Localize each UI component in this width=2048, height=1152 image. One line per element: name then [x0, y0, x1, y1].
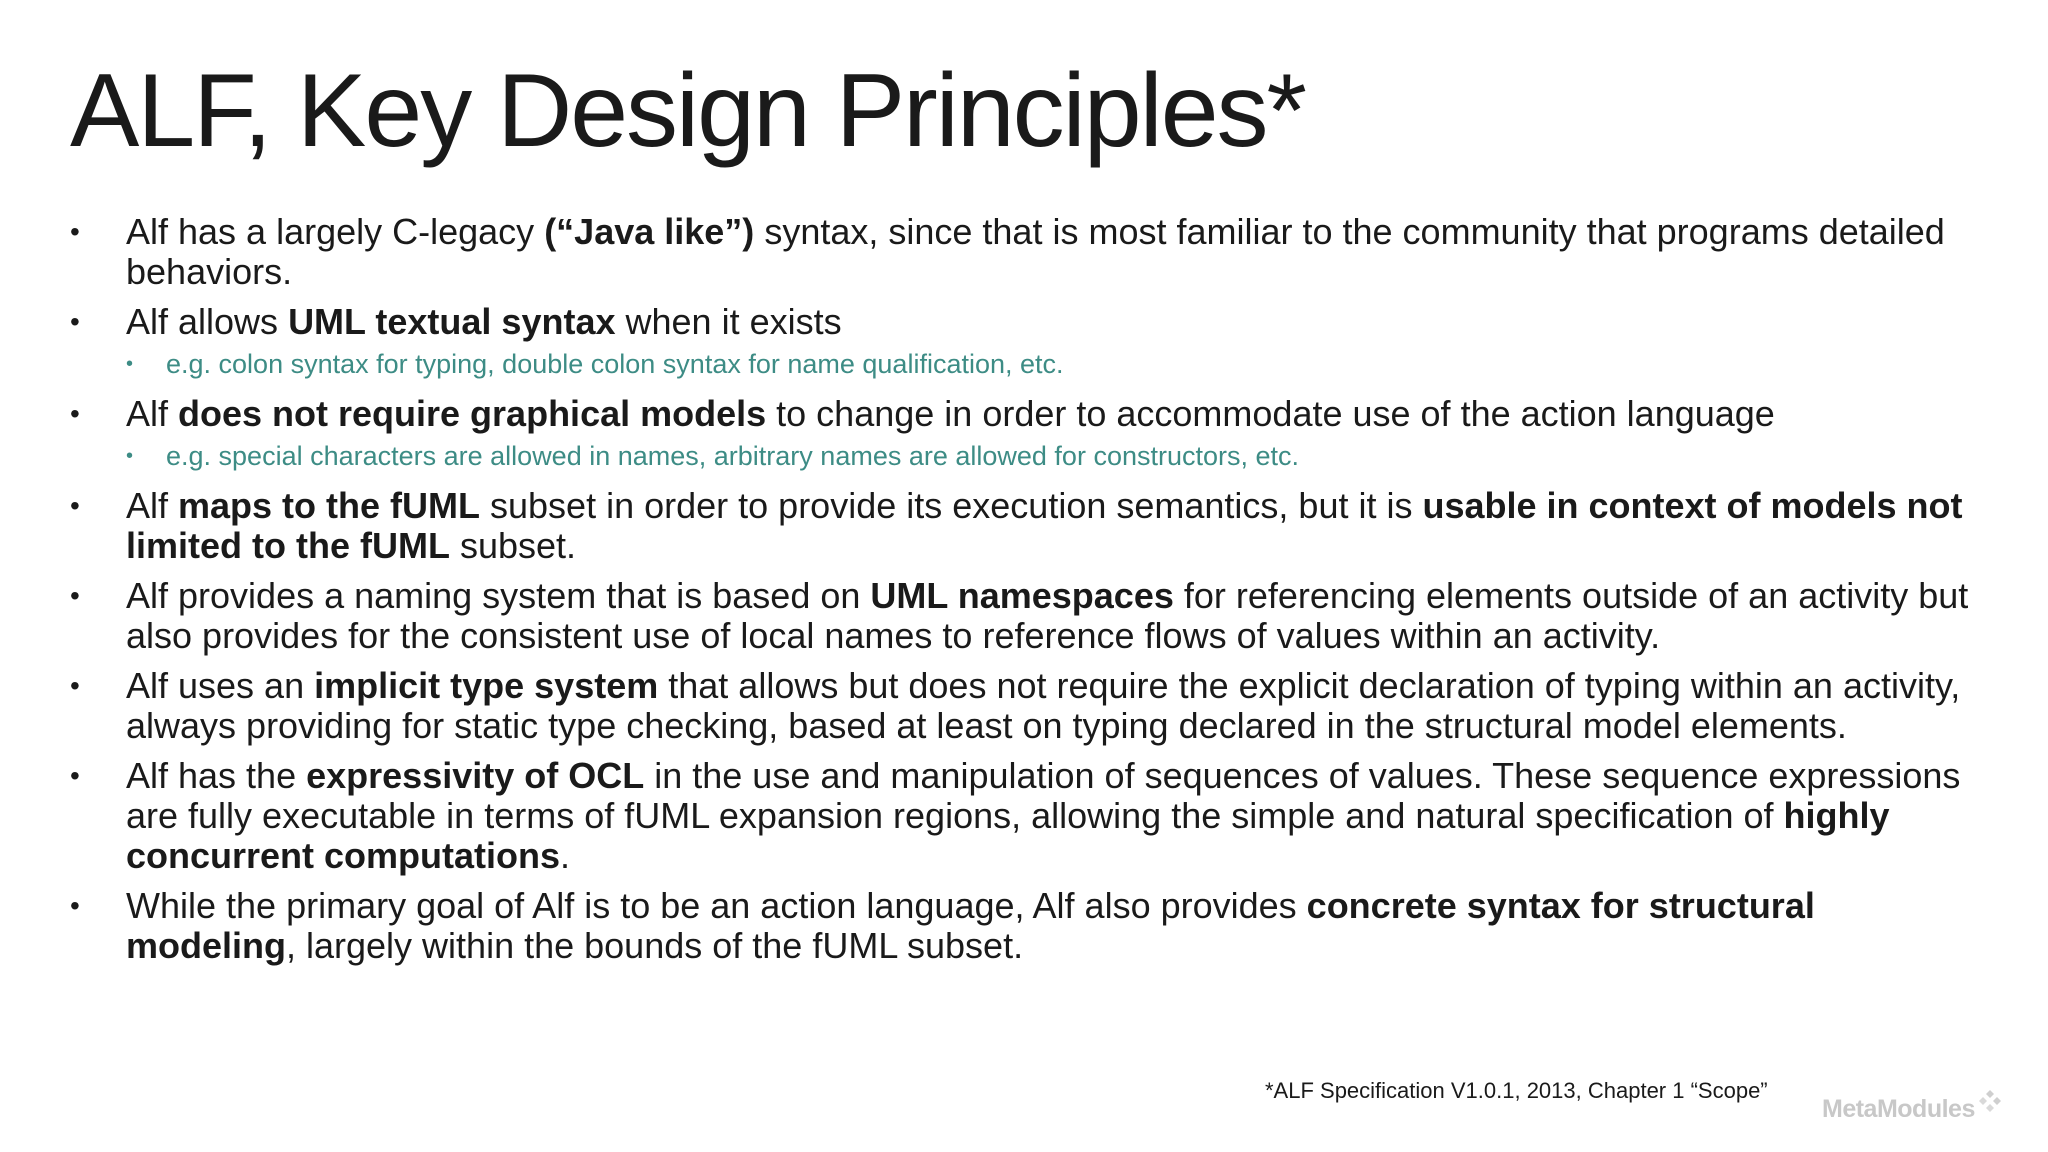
sub-bullet-text: e.g. special characters are allowed in names, arbitrary names are allowed for constructors, etc. — [166, 441, 1300, 471]
bullet-text: Alf allows — [126, 301, 289, 342]
logo-mark-icon — [1977, 1088, 2003, 1114]
bullet-text: While the primary goal of Alf is to be an action language, Alf also provides — [126, 885, 1307, 926]
bullet-item — [66, 302, 1981, 342]
bullet-item — [66, 486, 1981, 566]
bullet-text: Alf — [126, 393, 179, 434]
bullet-text: Alf has a largely C-legacy — [126, 211, 545, 252]
bullet-text: Alf provides a naming system that is based on — [126, 575, 871, 616]
bullet-marker: • — [70, 490, 80, 521]
sub-bullet-item — [66, 440, 1981, 472]
sub-bullet-text: e.g. colon syntax for typing, double colon syntax for name qualification, etc. — [166, 349, 1064, 379]
metamodules-logo — [1822, 1095, 2003, 1124]
bullet-bold-text: maps to the fUML — [178, 485, 481, 526]
bullet-bold-text: (“Java like”) — [544, 211, 755, 252]
bullet-marker: • — [70, 670, 80, 701]
bullet-list — [66, 212, 1981, 976]
bullet-text: subset. — [449, 525, 577, 566]
bullet-text: , largely within the bounds of the fUML subset. — [286, 925, 1024, 966]
bullet-marker: • — [70, 890, 80, 921]
bullet-text: Alf has the — [126, 755, 307, 796]
slide-title: ALF, Key Design Principles* — [70, 53, 1306, 169]
bullet-marker: • — [70, 760, 80, 791]
sub-bullet-marker: • — [126, 445, 134, 467]
bullet-item — [66, 666, 1981, 746]
bullet-text: Alf — [126, 485, 179, 526]
bullet-item — [66, 394, 1981, 434]
bullet-marker: • — [70, 580, 80, 611]
bullet-text: when it exists — [615, 301, 842, 342]
bullet-bold-text: UML namespaces — [870, 575, 1174, 616]
bullet-marker: • — [70, 398, 80, 429]
bullet-bold-text: highly concurrent computations — [126, 795, 1890, 876]
sub-bullet-item — [66, 348, 1981, 380]
bullet-item — [66, 212, 1981, 292]
bullet-text: syntax, since that is most familiar to the community that programs detailed behaviors. — [126, 211, 1945, 292]
bullet-bold-text: concrete syntax for structural modeling — [126, 885, 1815, 966]
footnote: *ALF Specification V1.0.1, 2013, Chapter 1 “Scope” — [1265, 1078, 1768, 1103]
bullet-marker: • — [70, 216, 80, 247]
bullet-bold-text: UML textual syntax — [288, 301, 616, 342]
bullet-bold-text: usable in context of models not limited to the fUML — [126, 485, 1963, 566]
bullet-text: Alf uses an — [126, 665, 315, 706]
bullet-text: in the use and manipulation of sequences of values. These sequence expressions are fully executable in terms of fUML expansion regions, allowing the simple and natural specification of — [126, 755, 1961, 836]
bullet-text: for referencing elements outside of an activity but also provides for the consistent use of local names to reference flows of values within an activity. — [126, 575, 1969, 656]
bullet-text: . — [560, 835, 571, 876]
bullet-item — [66, 886, 1981, 966]
bullet-text: that allows but does not require the explicit declaration of typing within an activity, always providing for static type checking, based at least on typing declared in the structural model elements. — [126, 665, 1961, 746]
bullet-text: to change in order to accommodate use of the action language — [766, 393, 1775, 434]
bullet-bold-text: implicit type system — [314, 665, 659, 706]
bullet-bold-text: does not require graphical models — [178, 393, 767, 434]
bullet-marker: • — [70, 306, 80, 337]
logo-text: MetaModules — [1822, 1095, 1975, 1123]
bullet-bold-text: expressivity of OCL — [306, 755, 645, 796]
bullet-text: subset in order to provide its execution semantics, but it is — [480, 485, 1423, 526]
bullet-item — [66, 756, 1981, 876]
bullet-item — [66, 576, 1981, 656]
sub-bullet-marker: • — [126, 353, 134, 375]
